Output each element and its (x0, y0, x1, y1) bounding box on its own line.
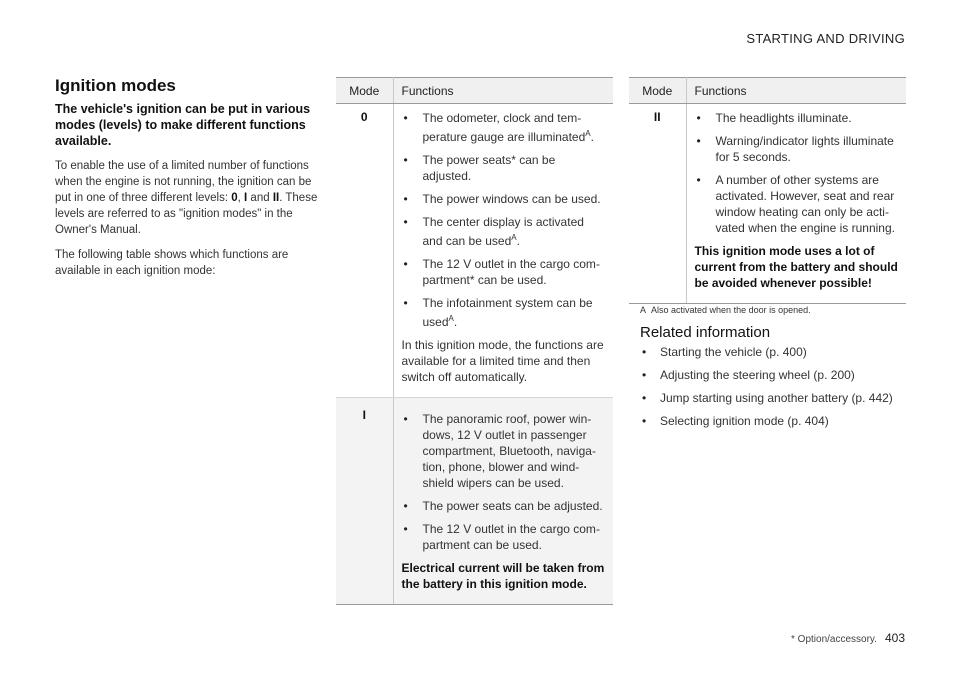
list-item: • The power seats can be adjusted. (402, 498, 606, 514)
functions-header-continued: Functions (686, 78, 906, 104)
related-link-adjusting-steering-wheel[interactable]: • Adjusting the steering wheel (p. 200) (640, 367, 910, 383)
list-item: • The panoramic roof, power windows, 12 V outlet in passenger compartment, Bluetooth, navigation, phone, blower and windshield wipers can be used. (402, 411, 606, 491)
intro-column (55, 76, 323, 288)
level-2: II (272, 192, 280, 204)
functions-list-0 (402, 110, 606, 330)
list-item: • A number of other systems are activated. However, seat and rear window heating can only be activated when the engine is running. (695, 172, 899, 236)
mode-0-note: In this ignition mode, the functions are available for a limited time and then switch off automatically. (401, 338, 604, 384)
separator-1: , (237, 192, 245, 204)
table-row-mode-1 (336, 398, 613, 605)
table-row-mode-2 (629, 104, 906, 304)
list-item: • The center display is activated and can be used$^A$. (402, 214, 606, 249)
mode-cell-0: 0 (336, 104, 393, 398)
related-link-jump-starting[interactable]: • Jump starting using another battery (p. 442) (640, 390, 910, 406)
functions-list-2 (695, 110, 899, 236)
functions-list-1 (402, 411, 606, 553)
footnote-mark: A (640, 305, 647, 315)
para1-text-1: To enable the use of a limited number of functions when the engine is not running, the ignition can be put in one of three different levels: (55, 160, 312, 204)
list-item: • Warning/indicator lights illuminate for 5 seconds. (695, 133, 899, 165)
mode-header: Mode (336, 78, 393, 104)
list-item: • The 12 V outlet in the cargo compartment* can be used. (402, 256, 606, 288)
separator-2: and (247, 192, 273, 204)
mode-cell-1: I (336, 398, 393, 605)
page-footer (791, 631, 905, 645)
list-item: • The 12 V outlet in the cargo compartment can be used. (402, 521, 606, 553)
mode-1-note: Electrical current will be taken from the battery in this ignition mode. (401, 561, 605, 591)
option-accessory-note: * Option/accessory. (791, 634, 877, 645)
functions-cell-2 (686, 104, 906, 304)
para1-text-2: . These levels are referred to as "ignition modes" in the Owner's Manual. (55, 192, 318, 236)
related-link-starting-vehicle[interactable]: • Starting the vehicle (p. 400) (640, 344, 910, 360)
intro-paragraph-2: The following table shows which functions are available in each ignition mode: (55, 249, 289, 277)
mode-header-continued: Mode (629, 78, 686, 104)
page-number: 403 (884, 631, 905, 645)
list-item: • The power seats* can be adjusted. (402, 152, 606, 184)
section-header: STARTING AND DRIVING (746, 31, 905, 46)
intro-paragraph-1 (55, 158, 323, 238)
page-title: Ignition modes (55, 76, 176, 95)
ignition-modes-table-part-2 (629, 77, 906, 304)
list-item: • The headlights illuminate. (695, 110, 899, 126)
mode-2-note: This ignition mode uses a lot of current from the battery and should be avoided whenever possible! (694, 244, 898, 290)
related-link-selecting-ignition-mode[interactable]: • Selecting ignition mode (p. 404) (640, 413, 910, 429)
related-information-list (640, 344, 910, 436)
mode-cell-2: II (629, 104, 686, 304)
functions-cell-1 (393, 398, 613, 605)
list-item: • The power windows can be used. (402, 191, 606, 207)
related-information-heading: Related information (640, 324, 771, 341)
footnote-text: Also activated when the door is opened. (651, 305, 811, 315)
level-0: 0 (231, 192, 238, 204)
intro-lead: The vehicle's ignition can be put in various modes (levels) to make different functions available. (55, 102, 311, 148)
level-1: I (244, 192, 248, 204)
table-row-mode-0 (336, 104, 613, 398)
functions-header: Functions (393, 78, 613, 104)
functions-cell-0 (393, 104, 613, 398)
list-item: • The infotainment system can be used$^A$. (402, 295, 606, 330)
table-footnote (640, 305, 811, 315)
ignition-modes-table-part-1 (336, 77, 613, 605)
list-item: • The odometer, clock and temperature gauge are illuminated$^A$. (402, 110, 606, 145)
